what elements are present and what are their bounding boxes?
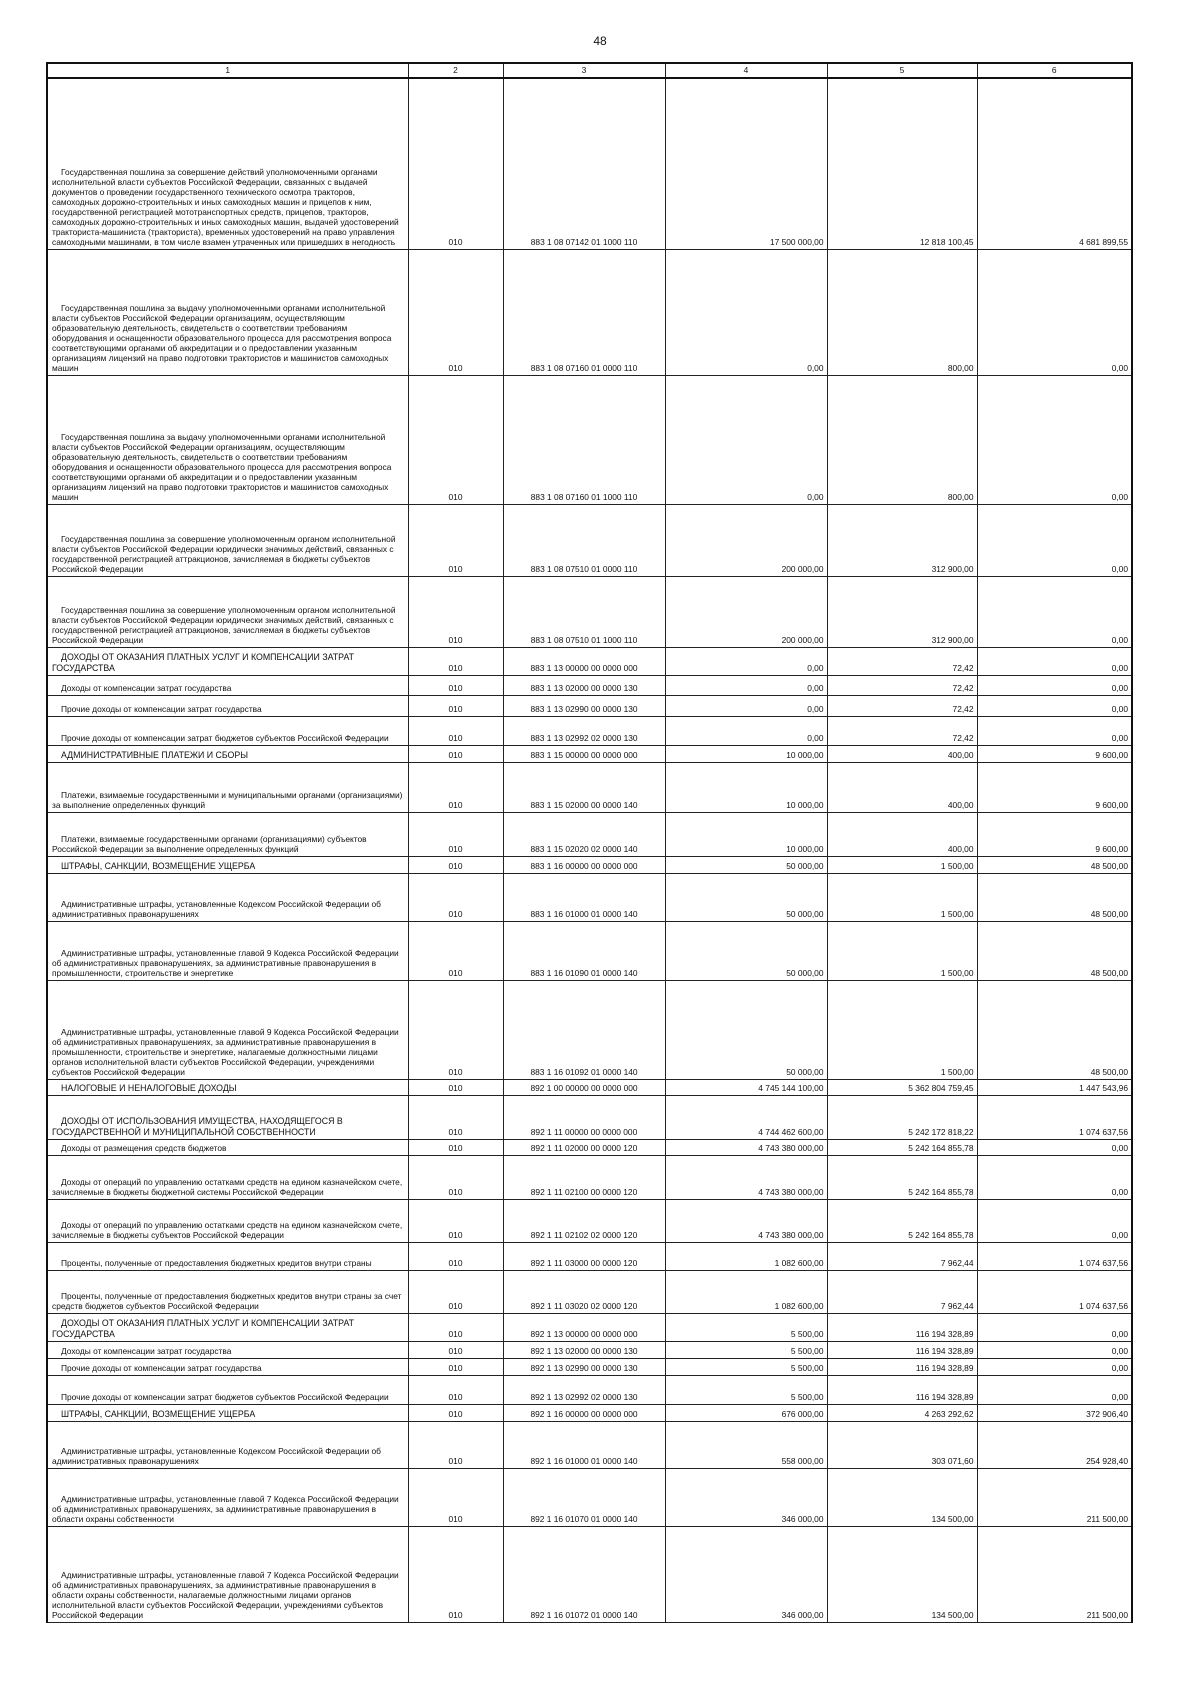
row-description-text: Прочие доходы от компенсации затрат бюджетов субъектов Российской Федерации: [61, 1392, 389, 1403]
row-line-code: 010: [408, 745, 503, 762]
row-description: [47, 1341, 408, 1358]
row-unexecuted-amount: 9 600,00: [977, 745, 1132, 762]
row-description: [47, 716, 408, 745]
row-description-text: Административные штрафы, установленные главой 9 Кодекса Российской Федерации об административных правонарушениях, за административные правонарушения в промышленности, строительстве и энергетике, налагаемые должностными лицами органов исполнительной власти субъектов Российской Федерации, учреждениями субъектов Российской Федерации: [52, 1027, 399, 1078]
row-description: [47, 1468, 408, 1526]
row-executed-amount: 1 500,00: [827, 921, 977, 980]
table-row: [47, 1242, 1132, 1270]
row-description-text: Государственная пошлина за выдачу уполномоченными органами исполнительной власти субъектов Российской Федерации организациям, осуществляющим образовательную деятельность, свидетельств о соответствии требованиям оборудования и оснащенности образовательного процесса для рассмотрения вопроса соответствующими органами об аккредитации и о предоставлении указанным организациям лицензий на право подготовки трактористов и машинистов самоходных машин: [52, 302, 392, 374]
row-line-code: 010: [408, 921, 503, 980]
row-executed-amount: 5 242 164 855,78: [827, 1199, 977, 1242]
table-row: [47, 1095, 1132, 1139]
row-unexecuted-amount: 0,00: [977, 695, 1132, 716]
row-line-code: 010: [408, 1199, 503, 1242]
row-description-text: Государственная пошлина за выдачу уполномоченными органами исполнительной власти субъектов Российской Федерации организациям, осуществляющим образовательную деятельность, свидетельств о соответствии требованиям оборудования и оснащенности образовательного процесса для рассмотрения вопроса соответствующими органами об аккредитации и о предоставлении указанным организациям лицензий на право подготовки трактористов и машинистов самоходных машин: [52, 431, 392, 503]
column-header: 1: [47, 63, 408, 78]
row-unexecuted-amount: 0,00: [977, 716, 1132, 745]
column-header: 2: [408, 63, 503, 78]
row-line-code: 010: [408, 1526, 503, 1622]
row-approved-amount: 10 000,00: [665, 745, 827, 762]
row-approved-amount: 1 082 600,00: [665, 1242, 827, 1270]
row-unexecuted-amount: 9 600,00: [977, 762, 1132, 812]
table-row: [47, 1404, 1132, 1421]
row-executed-amount: 312 900,00: [827, 504, 977, 576]
row-description: [47, 1139, 408, 1155]
row-description-text: Административные штрафы, установленные Кодексом Российской Федерации об административных правонарушениях: [52, 899, 381, 920]
row-line-code: 010: [408, 980, 503, 1079]
row-executed-amount: 5 242 164 855,78: [827, 1155, 977, 1199]
row-budget-code: 892 1 16 01070 01 0000 140: [503, 1468, 665, 1526]
row-unexecuted-amount: 48 500,00: [977, 921, 1132, 980]
row-budget-code: 892 1 11 03000 00 0000 120: [503, 1242, 665, 1270]
row-budget-code: 892 1 11 02100 00 0000 120: [503, 1155, 665, 1199]
row-line-code: 010: [408, 1341, 503, 1358]
row-description: [47, 1313, 408, 1341]
row-approved-amount: 4 744 462 600,00: [665, 1095, 827, 1139]
row-executed-amount: 116 194 328,89: [827, 1375, 977, 1404]
row-budget-code: 892 1 11 00000 00 0000 000: [503, 1095, 665, 1139]
row-line-code: 010: [408, 78, 503, 249]
row-description: [47, 78, 408, 249]
column-header: 5: [827, 63, 977, 78]
row-line-code: 010: [408, 812, 503, 856]
row-description-text: Доходы от размещения средств бюджетов: [61, 1143, 227, 1154]
row-description-text: АДМИНИСТРАТИВНЫЕ ПЛАТЕЖИ И СБОРЫ: [61, 749, 249, 760]
row-approved-amount: 676 000,00: [665, 1404, 827, 1421]
row-budget-code: 883 1 08 07510 01 1000 110: [503, 576, 665, 647]
row-executed-amount: 134 500,00: [827, 1468, 977, 1526]
row-executed-amount: 72,42: [827, 695, 977, 716]
row-line-code: 010: [408, 249, 503, 375]
row-unexecuted-amount: 211 500,00: [977, 1468, 1132, 1526]
row-budget-code: 892 1 16 01072 01 0000 140: [503, 1526, 665, 1622]
table-row: [47, 576, 1132, 647]
row-approved-amount: 0,00: [665, 249, 827, 375]
table-row: [47, 504, 1132, 576]
row-description-text: ШТРАФЫ, САНКЦИИ, ВОЗМЕЩЕНИЕ УЩЕРБА: [61, 1408, 256, 1419]
table-row: [47, 675, 1132, 695]
row-description-text: Государственная пошлина за совершение действий уполномоченными органами исполнительной власти субъектов Российской Федерации, связанных с выдачей документов о проведении государственного технического осмотра тракторов, самоходных дорожно-строительных и иных самоходных машин и прицепов к ним, государственной регистрацией мототранспортных средств, прицепов, тракторов, самоходных дорожно-строительных и иных самоходных машин, выдачей удостоверений тракториста-машиниста (тракториста), временных удостоверений на право управления самоходными машинами, в том числе взамен утраченных или пришедших в негодность: [52, 166, 399, 248]
row-approved-amount: 346 000,00: [665, 1526, 827, 1622]
header-row: [47, 63, 1132, 78]
row-line-code: 010: [408, 647, 503, 675]
row-approved-amount: 50 000,00: [665, 921, 827, 980]
row-approved-amount: 200 000,00: [665, 504, 827, 576]
table-row: [47, 1139, 1132, 1155]
row-unexecuted-amount: 0,00: [977, 647, 1132, 675]
row-approved-amount: 0,00: [665, 716, 827, 745]
table-row: [47, 745, 1132, 762]
table-row: [47, 1375, 1132, 1404]
row-description-text: ДОХОДЫ ОТ ОКАЗАНИЯ ПЛАТНЫХ УСЛУГ И КОМПЕНСАЦИИ ЗАТРАТ ГОСУДАРСТВА: [52, 1318, 355, 1339]
row-unexecuted-amount: 0,00: [977, 1358, 1132, 1375]
row-description: [47, 1095, 408, 1139]
column-header: 4: [665, 63, 827, 78]
row-description: [47, 675, 408, 695]
row-description: [47, 375, 408, 504]
row-description-text: Проценты, полученные от предоставления бюджетных кредитов внутри страны за счет средств бюджетов субъектов Российской Федерации: [52, 1291, 402, 1312]
table-row: [47, 1358, 1132, 1375]
row-description-text: НАЛОГОВЫЕ И НЕНАЛОГОВЫЕ ДОХОДЫ: [61, 1082, 237, 1093]
row-approved-amount: 17 500 000,00: [665, 78, 827, 249]
row-approved-amount: 0,00: [665, 695, 827, 716]
row-description-text: Государственная пошлина за совершение уполномоченным органом исполнительной власти субъектов Российской Федерации юридически значимых действий, связанных с государственной регистрацией аттракционов, зачисляемая в бюджеты субъектов Российской Федерации: [52, 534, 396, 575]
row-approved-amount: 558 000,00: [665, 1421, 827, 1468]
row-unexecuted-amount: 48 500,00: [977, 873, 1132, 921]
row-unexecuted-amount: 1 074 637,56: [977, 1095, 1132, 1139]
row-unexecuted-amount: 0,00: [977, 504, 1132, 576]
row-description-text: ДОХОДЫ ОТ ИСПОЛЬЗОВАНИЯ ИМУЩЕСТВА, НАХОДЯЩЕГОСЯ В ГОСУДАРСТВЕННОЙ И МУНИЦИПАЛЬНОЙ СОБСТВЕННОСТИ: [52, 1116, 343, 1137]
row-unexecuted-amount: 48 500,00: [977, 856, 1132, 873]
table-row: [47, 873, 1132, 921]
row-description: [47, 249, 408, 375]
table-row: [47, 1313, 1132, 1341]
row-approved-amount: 1 082 600,00: [665, 1270, 827, 1313]
row-description: [47, 1421, 408, 1468]
row-unexecuted-amount: 0,00: [977, 1199, 1132, 1242]
row-description: [47, 745, 408, 762]
row-budget-code: 883 1 08 07142 01 1000 110: [503, 78, 665, 249]
row-line-code: 010: [408, 1313, 503, 1341]
row-executed-amount: 1 500,00: [827, 873, 977, 921]
row-line-code: 010: [408, 1242, 503, 1270]
row-unexecuted-amount: 1 074 637,56: [977, 1270, 1132, 1313]
row-line-code: 010: [408, 1155, 503, 1199]
row-description-text: Прочие доходы от компенсации затрат государства: [61, 704, 262, 715]
row-budget-code: 892 1 13 02990 00 0000 130: [503, 1358, 665, 1375]
row-description: [47, 1404, 408, 1421]
row-executed-amount: 800,00: [827, 375, 977, 504]
table-row: [47, 1341, 1132, 1358]
row-unexecuted-amount: 0,00: [977, 1341, 1132, 1358]
table-row: [47, 1270, 1132, 1313]
row-approved-amount: 0,00: [665, 647, 827, 675]
row-line-code: 010: [408, 1421, 503, 1468]
row-description-text: Государственная пошлина за совершение уполномоченным органом исполнительной власти субъектов Российской Федерации юридически значимых действий, связанных с государственной регистрацией аттракционов, зачисляемая в бюджеты субъектов Российской Федерации: [52, 605, 396, 646]
row-executed-amount: 116 194 328,89: [827, 1358, 977, 1375]
row-line-code: 010: [408, 576, 503, 647]
row-budget-code: 883 1 08 07160 01 0000 110: [503, 249, 665, 375]
row-unexecuted-amount: 0,00: [977, 249, 1132, 375]
row-executed-amount: 134 500,00: [827, 1526, 977, 1622]
row-executed-amount: 5 242 164 855,78: [827, 1139, 977, 1155]
row-description-text: Административные штрафы, установленные главой 7 Кодекса Российской Федерации об административных правонарушениях, за административные правонарушения в области охраны собственности: [52, 1494, 399, 1525]
row-line-code: 010: [408, 1375, 503, 1404]
row-budget-code: 883 1 16 01090 01 0000 140: [503, 921, 665, 980]
row-unexecuted-amount: 0,00: [977, 675, 1132, 695]
row-executed-amount: 800,00: [827, 249, 977, 375]
table-row: [47, 695, 1132, 716]
row-approved-amount: 4 743 380 000,00: [665, 1139, 827, 1155]
row-description-text: Платежи, взимаемые государственными и муниципальными органами (организациями) за выполнение определенных функций: [52, 790, 403, 811]
row-budget-code: 892 1 16 00000 00 0000 000: [503, 1404, 665, 1421]
row-line-code: 010: [408, 1095, 503, 1139]
row-executed-amount: 116 194 328,89: [827, 1341, 977, 1358]
row-description: [47, 504, 408, 576]
table-row: [47, 78, 1132, 249]
row-executed-amount: 72,42: [827, 647, 977, 675]
row-description-text: Прочие доходы от компенсации затрат бюджетов субъектов Российской Федерации: [61, 733, 389, 744]
row-line-code: 010: [408, 1468, 503, 1526]
row-description-text: ШТРАФЫ, САНКЦИИ, ВОЗМЕЩЕНИЕ УЩЕРБА: [61, 860, 256, 871]
row-line-code: 010: [408, 716, 503, 745]
row-executed-amount: 7 962,44: [827, 1270, 977, 1313]
row-budget-code: 892 1 13 02992 02 0000 130: [503, 1375, 665, 1404]
row-description: [47, 1155, 408, 1199]
table-row: [47, 921, 1132, 980]
table-row: [47, 1468, 1132, 1526]
row-description: [47, 695, 408, 716]
table-row: [47, 812, 1132, 856]
table-row: [47, 1155, 1132, 1199]
row-description: [47, 856, 408, 873]
row-approved-amount: 4 745 144 100,00: [665, 1079, 827, 1095]
row-unexecuted-amount: 0,00: [977, 576, 1132, 647]
row-unexecuted-amount: 48 500,00: [977, 980, 1132, 1079]
row-line-code: 010: [408, 873, 503, 921]
row-budget-code: 892 1 11 03020 02 0000 120: [503, 1270, 665, 1313]
table-row: [47, 249, 1132, 375]
row-description: [47, 1526, 408, 1622]
row-approved-amount: 5 500,00: [665, 1313, 827, 1341]
row-budget-code: 892 1 13 00000 00 0000 000: [503, 1313, 665, 1341]
table-row: [47, 1526, 1132, 1622]
row-unexecuted-amount: 0,00: [977, 1313, 1132, 1341]
row-line-code: 010: [408, 1270, 503, 1313]
row-line-code: 010: [408, 762, 503, 812]
row-executed-amount: 400,00: [827, 762, 977, 812]
row-unexecuted-amount: 0,00: [977, 1375, 1132, 1404]
row-approved-amount: 200 000,00: [665, 576, 827, 647]
table-row: [47, 856, 1132, 873]
row-description: [47, 1375, 408, 1404]
row-unexecuted-amount: 4 681 899,55: [977, 78, 1132, 249]
row-description: [47, 1079, 408, 1095]
row-description-text: Административные штрафы, установленные главой 7 Кодекса Российской Федерации об административных правонарушениях, за административные правонарушения в области охраны собственности, налагаемые должностными лицами органов исполнительной власти субъектов Российской Федерации, учреждениями субъектов Российской Федерации: [52, 1570, 399, 1621]
row-description: [47, 1242, 408, 1270]
row-approved-amount: 4 743 380 000,00: [665, 1199, 827, 1242]
row-executed-amount: 116 194 328,89: [827, 1313, 977, 1341]
row-approved-amount: 50 000,00: [665, 856, 827, 873]
row-executed-amount: 303 071,60: [827, 1421, 977, 1468]
row-description: [47, 576, 408, 647]
row-approved-amount: 4 743 380 000,00: [665, 1155, 827, 1199]
row-budget-code: 883 1 13 02992 02 0000 130: [503, 716, 665, 745]
row-unexecuted-amount: 372 906,40: [977, 1404, 1132, 1421]
row-unexecuted-amount: 0,00: [977, 1139, 1132, 1155]
row-description: [47, 762, 408, 812]
row-budget-code: 883 1 13 02990 00 0000 130: [503, 695, 665, 716]
row-description: [47, 873, 408, 921]
row-executed-amount: 72,42: [827, 716, 977, 745]
row-description: [47, 1270, 408, 1313]
row-description: [47, 921, 408, 980]
row-unexecuted-amount: 1 447 543,96: [977, 1079, 1132, 1095]
row-budget-code: 892 1 11 02102 02 0000 120: [503, 1199, 665, 1242]
row-executed-amount: 312 900,00: [827, 576, 977, 647]
row-executed-amount: 72,42: [827, 675, 977, 695]
row-unexecuted-amount: 254 928,40: [977, 1421, 1132, 1468]
row-description-text: Административные штрафы, установленные главой 9 Кодекса Российской Федерации об административных правонарушениях, за административные правонарушения в промышленности, строительстве и энергетике: [52, 948, 399, 979]
row-approved-amount: 0,00: [665, 675, 827, 695]
row-unexecuted-amount: 211 500,00: [977, 1526, 1132, 1622]
table-row: [47, 762, 1132, 812]
table-row: [47, 375, 1132, 504]
revenue-table: [46, 62, 1133, 1623]
row-line-code: 010: [408, 1139, 503, 1155]
row-description: [47, 647, 408, 675]
table-row: [47, 716, 1132, 745]
row-unexecuted-amount: 0,00: [977, 375, 1132, 504]
row-budget-code: 883 1 08 07510 01 0000 110: [503, 504, 665, 576]
row-description: [47, 980, 408, 1079]
row-line-code: 010: [408, 1358, 503, 1375]
row-line-code: 010: [408, 675, 503, 695]
row-budget-code: 892 1 00 00000 00 0000 000: [503, 1079, 665, 1095]
row-line-code: 010: [408, 1079, 503, 1095]
row-executed-amount: 1 500,00: [827, 980, 977, 1079]
row-description: [47, 812, 408, 856]
row-budget-code: 883 1 16 00000 00 0000 000: [503, 856, 665, 873]
row-unexecuted-amount: 9 600,00: [977, 812, 1132, 856]
row-description-text: Доходы от операций по управлению остатками средств на едином казначейском счете, зачисляемые в бюджеты субъектов Российской Федерации: [52, 1220, 403, 1241]
row-budget-code: 883 1 13 00000 00 0000 000: [503, 647, 665, 675]
row-approved-amount: 346 000,00: [665, 1468, 827, 1526]
row-approved-amount: 10 000,00: [665, 762, 827, 812]
row-budget-code: 883 1 13 02000 00 0000 130: [503, 675, 665, 695]
row-line-code: 010: [408, 1404, 503, 1421]
column-header: 6: [977, 63, 1132, 78]
row-description-text: ДОХОДЫ ОТ ОКАЗАНИЯ ПЛАТНЫХ УСЛУГ И КОМПЕНСАЦИИ ЗАТРАТ ГОСУДАРСТВА: [52, 652, 355, 673]
row-executed-amount: 1 500,00: [827, 856, 977, 873]
table-row: [47, 1421, 1132, 1468]
row-executed-amount: 7 962,44: [827, 1242, 977, 1270]
page-number: 48: [593, 34, 607, 48]
row-description-text: Прочие доходы от компенсации затрат государства: [61, 1363, 262, 1374]
row-budget-code: 892 1 16 01000 01 0000 140: [503, 1421, 665, 1468]
row-budget-code: 883 1 15 02000 00 0000 140: [503, 762, 665, 812]
row-description-text: Доходы от компенсации затрат государства: [61, 1346, 232, 1357]
row-approved-amount: 5 500,00: [665, 1341, 827, 1358]
row-executed-amount: 5 242 172 818,22: [827, 1095, 977, 1139]
table-row: [47, 1079, 1132, 1095]
table-row: [47, 1199, 1132, 1242]
row-description: [47, 1199, 408, 1242]
table-row: [47, 647, 1132, 675]
row-line-code: 010: [408, 504, 503, 576]
row-budget-code: 892 1 13 02000 00 0000 130: [503, 1341, 665, 1358]
row-budget-code: 883 1 08 07160 01 1000 110: [503, 375, 665, 504]
row-approved-amount: 50 000,00: [665, 873, 827, 921]
row-executed-amount: 400,00: [827, 745, 977, 762]
row-budget-code: 883 1 15 00000 00 0000 000: [503, 745, 665, 762]
table-row: [47, 980, 1132, 1079]
row-line-code: 010: [408, 856, 503, 873]
row-approved-amount: 5 500,00: [665, 1358, 827, 1375]
row-description-text: Доходы от компенсации затрат государства: [61, 683, 232, 694]
row-description-text: Платежи, взимаемые государственными органами (организациями) субъектов Российской Федерации за выполнение определенных функций: [52, 834, 367, 855]
row-approved-amount: 0,00: [665, 375, 827, 504]
row-line-code: 010: [408, 375, 503, 504]
row-description-text: Проценты, полученные от предоставления бюджетных кредитов внутри страны: [61, 1258, 372, 1269]
row-budget-code: 883 1 16 01092 01 0000 140: [503, 980, 665, 1079]
row-approved-amount: 50 000,00: [665, 980, 827, 1079]
column-header: 3: [503, 63, 665, 78]
row-approved-amount: 10 000,00: [665, 812, 827, 856]
row-executed-amount: 4 263 292,62: [827, 1404, 977, 1421]
row-budget-code: 883 1 16 01000 01 0000 140: [503, 873, 665, 921]
row-line-code: 010: [408, 695, 503, 716]
row-executed-amount: 12 818 100,45: [827, 78, 977, 249]
row-description-text: Административные штрафы, установленные Кодексом Российской Федерации об административных правонарушениях: [52, 1446, 381, 1467]
row-executed-amount: 400,00: [827, 812, 977, 856]
table-body: [47, 78, 1132, 1622]
row-description-text: Доходы от операций по управлению остатками средств на едином казначейском счете, зачисляемые в бюджеты бюджетной системы Российской Федерации: [52, 1177, 403, 1198]
row-description: [47, 1358, 408, 1375]
row-approved-amount: 5 500,00: [665, 1375, 827, 1404]
row-unexecuted-amount: 1 074 637,56: [977, 1242, 1132, 1270]
row-unexecuted-amount: 0,00: [977, 1155, 1132, 1199]
row-budget-code: 892 1 11 02000 00 0000 120: [503, 1139, 665, 1155]
row-budget-code: 883 1 15 02020 02 0000 140: [503, 812, 665, 856]
row-executed-amount: 5 362 804 759,45: [827, 1079, 977, 1095]
